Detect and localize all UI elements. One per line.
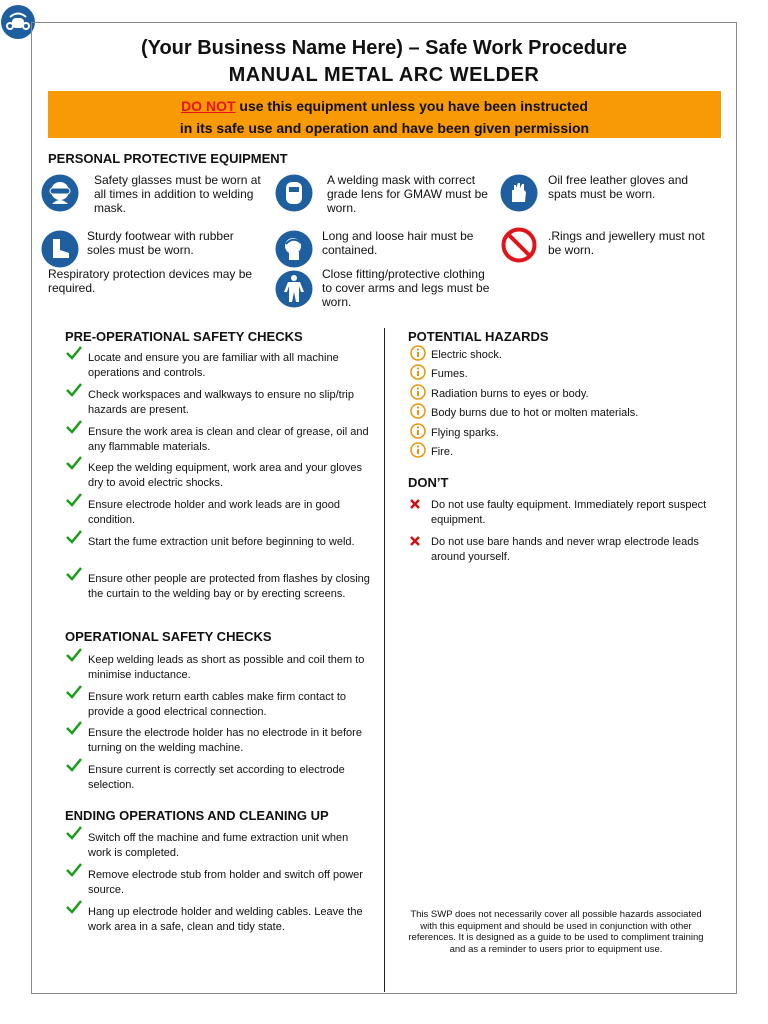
hazard-item: Body burns due to hot or molten materials. [431,407,639,419]
do-not-text: DO NOT [181,98,236,114]
dont-item: Do not use bare hands and never wrap electrode leads around yourself. [431,536,699,563]
check-icon [66,684,82,700]
hazard-item: Electric shock. [431,349,502,361]
banner-line1: use this equipment unless you have been instructed [235,98,588,114]
op-item: Ensure work return earth cables make firm contact to provide a good electrical connection. [88,691,346,718]
op-item: Ensure the electrode holder has no electrode in it before turning on the welding machine. [88,727,362,754]
no-jewellery-icon [500,226,538,264]
ending-heading: ENDING OPERATIONS AND CLEANING UP [65,808,329,823]
disclaimer-text: This SWP does not necessarily cover all possible hazards associated with this equipment and should be used in conjunction with other references. It is designed as a guide to be used to compliment training and as a reminder to users prior to equipment use. [408,909,704,955]
check-icon [66,419,82,435]
check-icon [66,720,82,736]
pre-op-item: Keep the welding equipment, work area and your gloves dry to avoid electric shocks. [88,462,362,489]
check-icon [66,382,82,398]
pre-op-item: Ensure electrode holder and work leads are in good condition. [88,499,340,526]
ppe-heading: PERSONAL PROTECTIVE EQUIPMENT [48,151,288,166]
banner-line2: in its safe use and operation and have been given permission [179,120,590,136]
check-icon [66,899,82,915]
ppe-gloves-text: Oil free leather gloves and spats must be worn. [548,173,689,201]
dont-heading: DON’T [408,475,449,490]
info-icon [410,384,426,400]
check-icon [66,757,82,773]
check-icon [66,647,82,663]
ppe-safety-glasses-text: Safety glasses must be worn at all times in addition to welding mask. [94,173,261,215]
hazard-item: Flying sparks. [431,427,499,439]
ppe-clothing-text: Close fitting/protective clothing to cover arms and legs must be worn. [322,267,490,309]
check-icon [66,825,82,841]
safety-glasses-icon [41,174,79,212]
ending-item: Switch off the machine and fume extraction unit when work is completed. [88,832,349,859]
protective-clothing-icon [275,270,313,308]
ppe-hair-text: Long and loose hair must be contained. [322,229,474,257]
gloves-icon [500,174,538,212]
pre-op-item: Locate and ensure you are familiar with all machine operations and controls. [88,352,339,379]
check-icon [66,345,82,361]
ending-item: Hang up electrode holder and welding cables. Leave the work area in a safe, clean and tidy state. [88,906,363,933]
ppe-welding-mask-text: A welding mask with correct grade lens for GMAW must be worn. [327,173,488,215]
hazard-item: Fire. [431,446,453,458]
hazard-item: Radiation burns to eyes or body. [431,388,589,400]
op-item: Ensure current is correctly set according to electrode selection. [88,764,345,791]
cross-icon [409,535,421,547]
equipment-title: MANUAL METAL ARC WELDER [228,64,540,86]
column-divider [384,328,385,992]
pre-op-heading: PRE-OPERATIONAL SAFETY CHECKS [65,329,303,344]
ppe-respiratory-text: Respiratory protection devices may be required. [48,267,253,295]
pre-op-item: Start the fume extraction unit before beginning to weld. [88,536,355,548]
pre-op-item: Check workspaces and walkways to ensure no slip/trip hazards are present. [88,389,354,416]
info-icon [410,403,426,419]
ppe-jewellery-text: .Rings and jewellery must not be worn. [548,229,705,257]
pre-op-item: Ensure the work area is clean and clear of grease, oil and any flammable materials. [88,426,369,453]
op-item: Keep welding leads as short as possible and coil them to minimise inductance. [88,654,365,681]
op-heading: OPERATIONAL SAFETY CHECKS [65,629,272,644]
info-icon [410,442,426,458]
check-icon [66,862,82,878]
hazards-heading: POTENTIAL HAZARDS [408,329,549,344]
check-icon [66,566,82,582]
warning-banner [48,91,721,138]
check-icon [66,455,82,471]
check-icon [66,492,82,508]
info-icon [410,364,426,380]
info-icon [410,345,426,361]
page-title: (Your Business Name Here) – Safe Work Procedure [140,37,628,59]
hair-contained-icon [275,230,313,268]
pre-op-item: Ensure other people are protected from flashes by closing the curtain to the welding bay or by erecting screens. [88,573,370,600]
cross-icon [409,498,421,510]
dont-item: Do not use faulty equipment. Immediately report suspect equipment. [431,499,707,526]
ppe-footwear-text: Sturdy footwear with rubber soles must be worn. [87,229,234,257]
check-icon [66,529,82,545]
safety-footwear-icon [41,230,79,268]
info-icon [410,423,426,439]
welding-mask-icon [275,174,313,212]
hazard-item: Fumes. [431,368,468,380]
ending-item: Remove electrode stub from holder and switch off power source. [88,869,363,896]
